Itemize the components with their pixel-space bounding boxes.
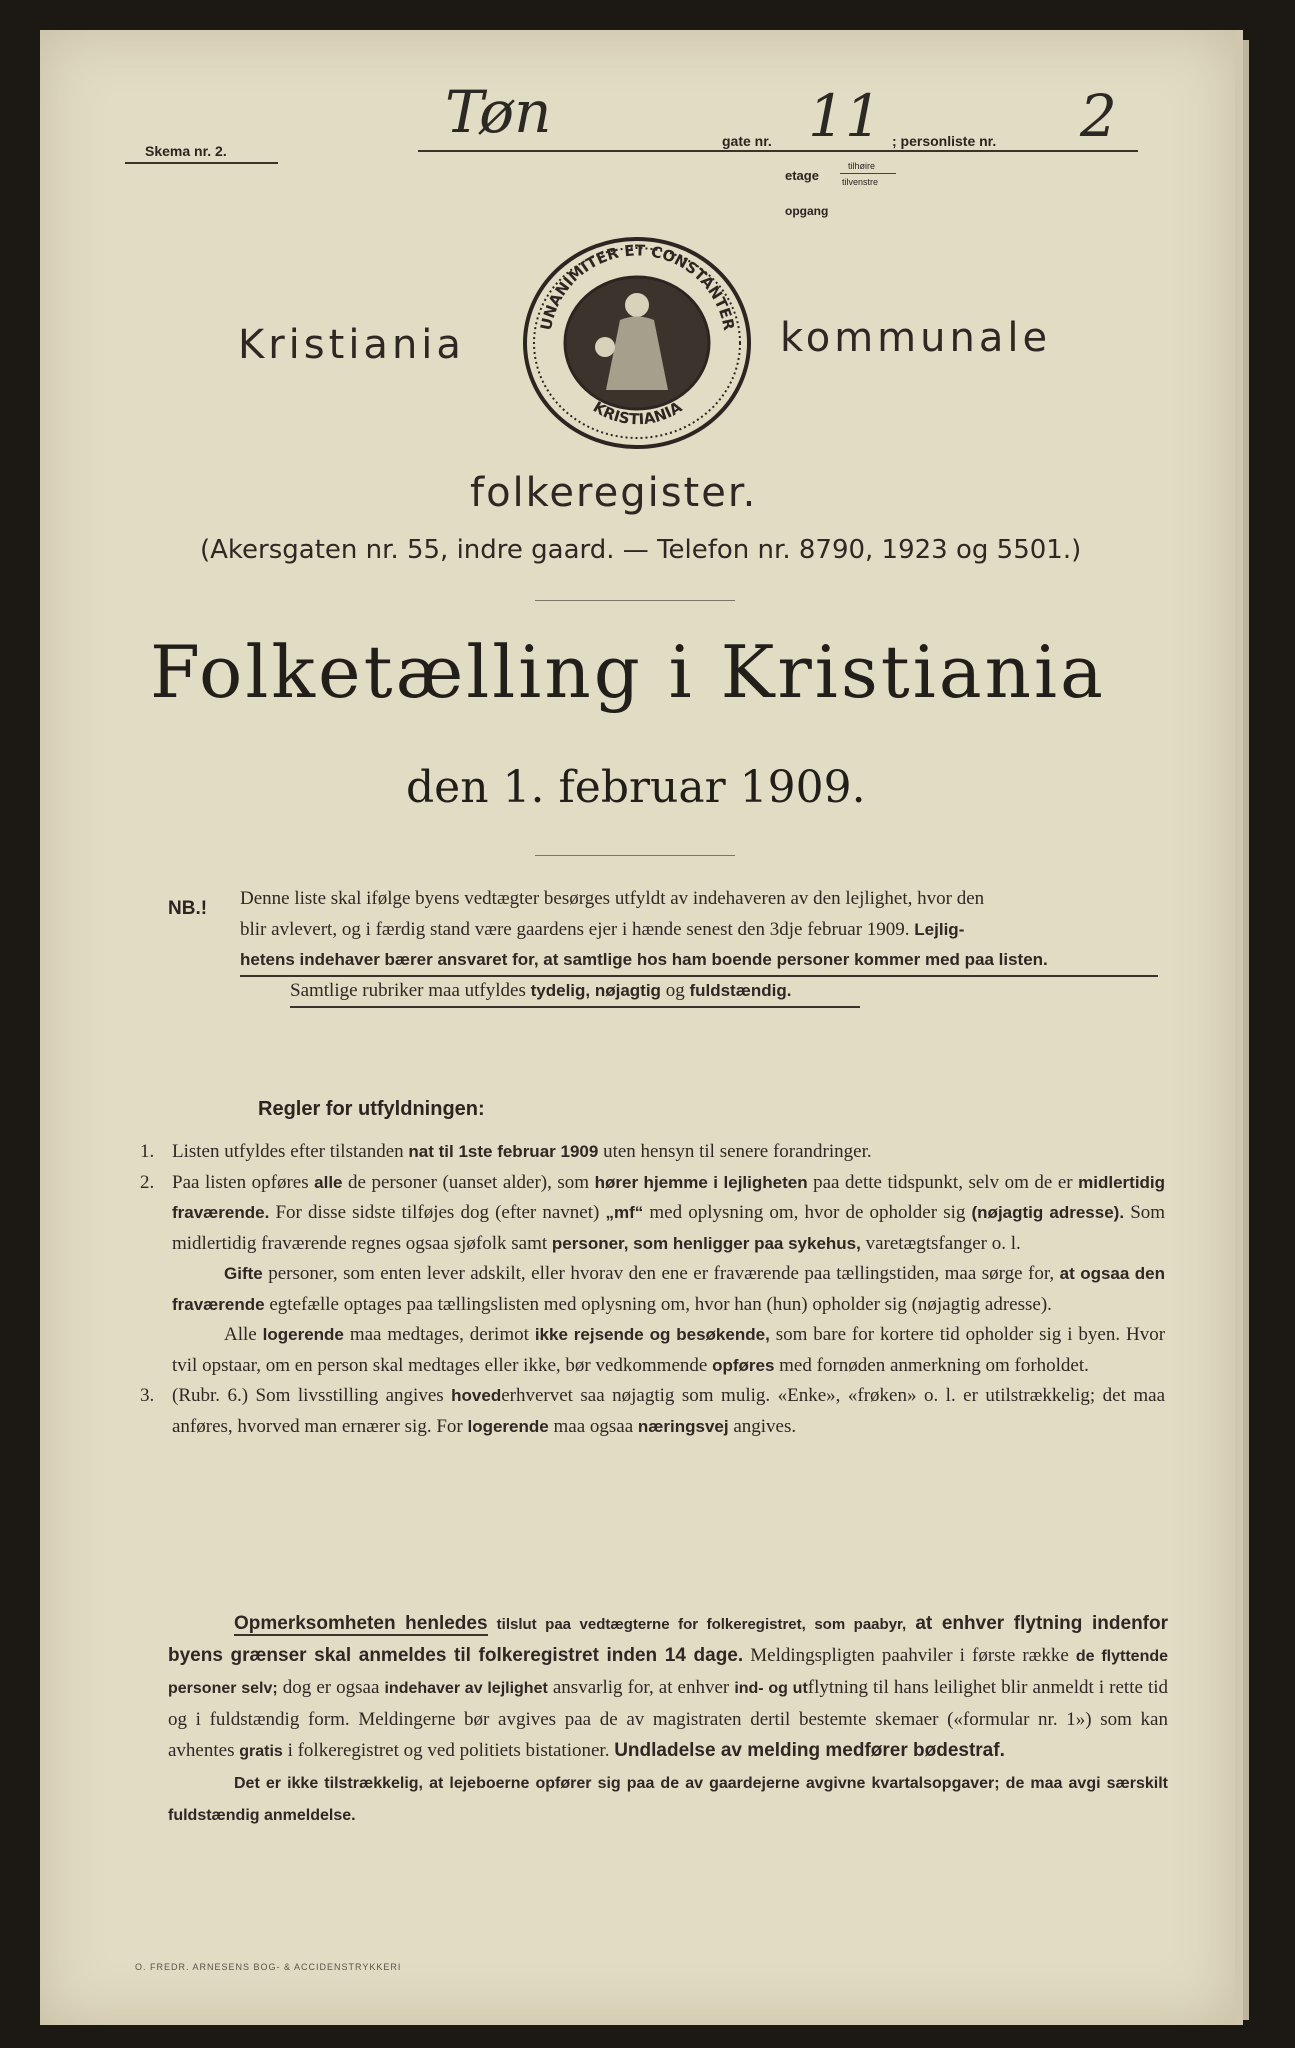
separator-2 <box>535 855 735 856</box>
notice-paragraph-1: Opmerksomheten henledes tilslut paa vedtægterne for folkeregistret, som paabyr, at enhver flytning indenfor byens grænser skal anmeldes til folkeregistret inden 14 dage. Meldingspligten paahviler i første række de flyttende personer selv; dog er ogsaa indehaver av lejlighet ansvarlig for, at enhver ind- og utflytning til hans leilighet blir anmeldt i rette tid og i fuldstændig form. Meldingerne bør avgives paa de av magistraten dertil bestemte skemaer («formular nr. 1») som kan avhentes gratis i folkeregistret og ved politiets bistationer. Undladelse av melding medfører bødestraf. <box>168 1613 1169 1761</box>
nb-line-1: Denne liste skal ifølge byens vedtægter besørges utfyldt av indehaveren av den lejlighet, hvor den <box>240 888 985 909</box>
office-left: Kristiania <box>238 322 465 368</box>
rule-2-paragraph-3: Alle logerende maa medtages, derimot ikke rejsende og besøkende, som bare for kortere tid opholder sig i byen. Hvor tvil opstaar, om en person skal medtages eller ikke, bør vedkommende opføres med fornøden anmerkning om forholdet. <box>172 1324 1166 1376</box>
etage-option-right: tilhøire <box>848 161 876 171</box>
rule-2-paragraph-2: Gifte personer, som enten lever adskilt, eller hvorav den ene er fraværende paa tællingstiden, maa sørge for, at ogsaa den fraværende egtefælle optages paa tællingslisten med oplysning om, hvor han (hun) opholder sig (nøjagtig adresse). <box>172 1263 1166 1315</box>
header-underline <box>418 150 1138 152</box>
separator-1 <box>535 600 735 601</box>
printer-imprint: O. FREDR. ARNESENS BOG- & ACCIDENSTRYKKERI <box>135 1962 402 1972</box>
gate-number-handwritten: 11 <box>808 82 882 150</box>
personliste-number-handwritten: 2 <box>1080 82 1117 150</box>
office-name: folkeregister. <box>470 470 758 516</box>
page-edge-back <box>1243 40 1249 2020</box>
office-address: (Akersgaten nr. 55, indre gaard. — Telefon nr. 8790, 1923 og 5501.) <box>200 535 1082 565</box>
street-handwritten: Tøn <box>445 78 552 146</box>
notice-paragraph-2: Det er ikke tilstrækkelig, at lejeboerne opfører sig paa de av gaardejerne avgivne kvartalsopgaver; de maa avgi særskilt fuldstændig anmeldelse. <box>168 1775 1168 1824</box>
etage-label: etage <box>785 168 819 183</box>
nb-line-4: Samtlige rubriker maa utfyldes tydelig, nøjagtig og fuldstændig. <box>290 979 792 1001</box>
etage-divider <box>840 173 896 174</box>
seal-emblem <box>595 337 615 357</box>
skema-label: Skema nr. 2. <box>145 143 227 159</box>
rule-2: 2. Paa listen opføres alle de personer (uanset alder), som hører hjemme i lejligheten paa dette tidspunkt, selv om de er midlertidig fraværende. For disse sidste tilføjes dog (efter navnet) „mf“ med oplysning om, hvor de opholder sig (nøjagtig adresse). Som midlertidig fraværende regnes ogsaa sjøfolk samt personer, som henligger paa sykehus, varetægtsfanger o. l. <box>140 1171 1166 1254</box>
kristiania-seal <box>520 235 755 450</box>
etage-option-left: tilvenstre <box>842 177 879 187</box>
nb-underline-1 <box>240 975 1158 977</box>
nb-line-3: hetens indehaver bærer ansvaret for, at samtlige hos ham boende personer kommer med paa listen. <box>240 950 1048 969</box>
gate-label: gate nr. <box>722 133 772 149</box>
registration-notice <box>168 1608 1168 1831</box>
page-edge <box>1235 30 1243 2025</box>
skema-underline <box>125 162 278 164</box>
opgang-label: opgang <box>785 204 829 218</box>
nb-label: NB.! <box>168 898 208 919</box>
notice-attention: Opmerksomheten henledes <box>234 1613 488 1634</box>
census-date: den 1. februar 1909. <box>406 762 866 813</box>
rules-list <box>140 1137 1166 1442</box>
seal-ring-text-top: UNANIMITER ET CONSTANTER <box>536 241 739 332</box>
nb-text <box>240 884 1155 1006</box>
personliste-label: ; personliste nr. <box>892 133 997 149</box>
rule-1: 1. Listen utfyldes efter tilstanden nat til 1ste februar 1909 uten hensyn til senere forandringer. <box>140 1141 872 1162</box>
census-title: Folketælling i Kristiania <box>150 630 1106 714</box>
nb-underline-2 <box>290 1006 860 1008</box>
rule-3: 3. (Rubr. 6.) Som livsstilling angives hovederhvervet saa nøjagtig som mulig. «Enke», «frøken» o. l. er utilstrækkelig; det maa anføres, hvorved man ernærer sig. For logerende maa ogsaa næringsvej angives. <box>140 1385 1166 1437</box>
nb-line-2: blir avlevert, og i færdig stand være gaardens ejer i hænde senest den 3dje februar 1909. Lejlig- <box>240 918 965 940</box>
office-right: kommunale <box>780 315 1052 361</box>
seal-ring-text-bottom: KRISTIANIA <box>589 397 686 429</box>
seal-figure-head <box>625 293 649 317</box>
rules-heading: Regler for utfyldningen: <box>258 1098 485 1120</box>
